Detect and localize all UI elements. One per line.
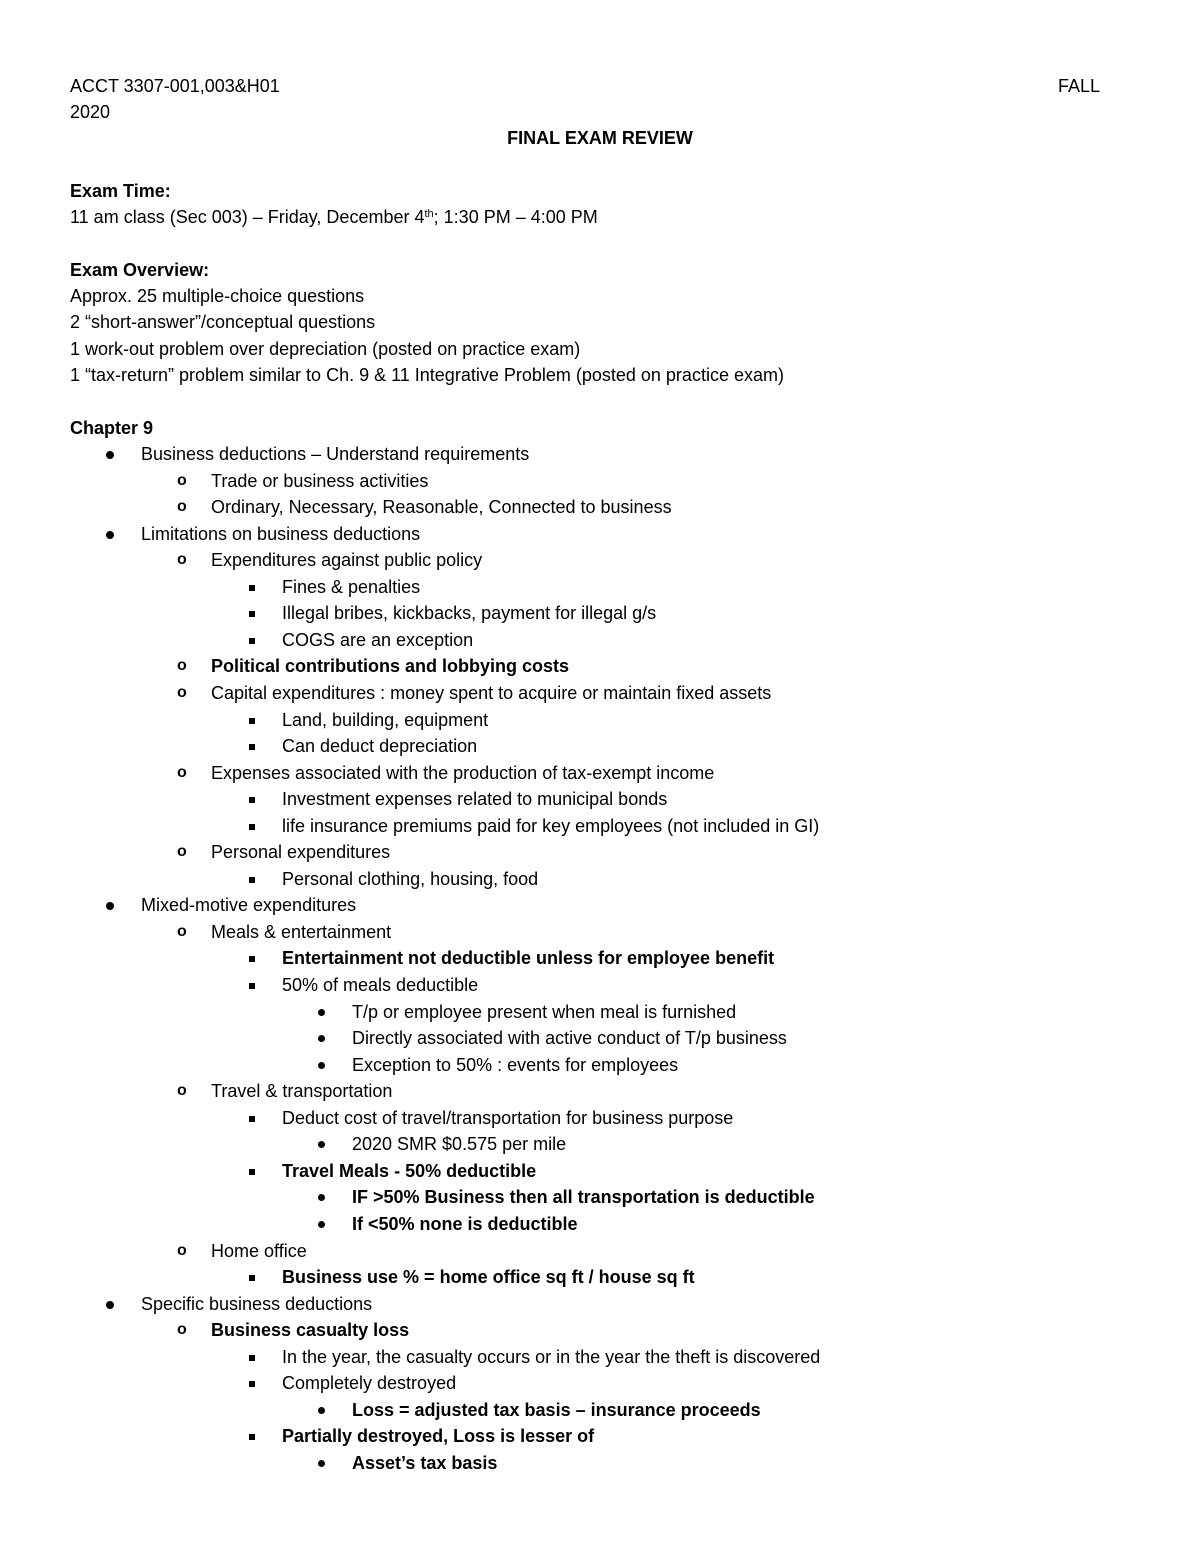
outline-item-level-4: Directly associated with active conduct of T/p business [352,1028,787,1048]
dot-bullet-icon [318,1062,325,1069]
exam-time-ordinal: th [424,208,434,220]
circle-o-icon: o [177,472,187,489]
square-bullet-icon [249,611,255,617]
outline-item-level-3: Personal clothing, housing, food [282,869,539,889]
square-bullet-icon [249,983,255,989]
outline-item-level-3: In the year, the casualty occurs or in the year the theft is discovered [282,1347,821,1367]
circle-o-icon: o [177,1321,187,1338]
outline-item-level-3: 50% of meals deductible [282,975,479,995]
outline-item-level-2: Expenses associated with the production of tax-exempt income [211,763,715,783]
circle-o-icon: o [177,657,187,674]
square-bullet-icon [249,877,255,883]
dot-bullet-icon [318,1009,325,1016]
overview-item: 2 “short-answer”/conceptual questions [70,312,376,332]
circle-o-icon: o [177,1082,187,1099]
square-bullet-icon [249,956,255,962]
outline-item-level-2: Personal expenditures [211,842,391,862]
outline-item-level-4: 2020 SMR $0.575 per mile [352,1134,567,1154]
page-title: FINAL EXAM REVIEW [507,128,693,148]
outline-item-level-4: If <50% none is deductible [352,1214,578,1234]
outline-item-level-1: Specific business deductions [141,1294,373,1314]
outline-item-level-2: Meals & entertainment [211,922,392,942]
outline-item-level-2: Trade or business activities [211,471,429,491]
circle-o-icon: o [177,764,187,781]
square-bullet-icon [249,1275,255,1281]
dot-bullet-icon [318,1194,325,1201]
outline-item-level-3: COGS are an exception [282,630,474,650]
square-bullet-icon [249,744,255,750]
outline-item-level-2: Home office [211,1241,307,1261]
square-bullet-icon [249,1355,255,1361]
course-code: ACCT 3307-001,003&H01 [70,76,280,96]
square-bullet-icon [249,797,255,803]
term-year: 2020 [70,102,111,122]
outline-item-level-3: Fines & penalties [282,577,421,597]
circle-o-icon: o [177,843,187,860]
outline-item-level-3: Deduct cost of travel/transportation for business purpose [282,1108,734,1128]
circle-o-icon: o [177,1242,187,1259]
dot-bullet-icon [318,1141,325,1148]
exam-time-hours: ; 1:30 PM – 4:00 PM [433,207,598,227]
outline-item-level-3: Business use % = home office sq ft / house sq ft [282,1267,695,1287]
term-label: FALL [1058,76,1101,96]
outline-item-level-4: IF >50% Business then all transportation is deductible [352,1187,815,1207]
outline-item-level-3: Investment expenses related to municipal bonds [282,789,668,809]
exam-time-heading: Exam Time: [70,181,171,201]
overview-item: 1 work-out problem over depreciation (posted on practice exam) [70,339,581,359]
outline-item-level-4: Loss = adjusted tax basis – insurance proceeds [352,1400,761,1420]
outline-item-level-3: Land, building, equipment [282,710,489,730]
outline-item-level-4: Exception to 50% : events for employees [352,1055,679,1075]
square-bullet-icon [249,824,255,830]
outline-item-level-2: Travel & transportation [211,1081,393,1101]
bullet-icon [106,1301,114,1309]
bullet-icon [106,451,114,459]
overview-item: Approx. 25 multiple-choice questions [70,286,365,306]
square-bullet-icon [249,585,255,591]
outline-item-level-1: Mixed-motive expenditures [141,895,357,915]
outline-item-level-3: life insurance premiums paid for key employees (not included in GI) [282,816,820,836]
circle-o-icon: o [177,923,187,940]
outline-item-level-2: Political contributions and lobbying costs [211,656,570,676]
outline-item-level-1: Business deductions – Understand requirements [141,444,530,464]
exam-time-text: 11 am class (Sec 003) – Friday, December 4 [70,207,425,227]
dot-bullet-icon [318,1407,325,1414]
outline-item-level-4: Asset’s tax basis [352,1453,498,1473]
outline-item-level-4: T/p or employee present when meal is furnished [352,1002,737,1022]
outline-item-level-2: Business casualty loss [211,1320,410,1340]
outline-item-level-3: Entertainment not deductible unless for employee benefit [282,948,775,968]
outline-item-level-3: Completely destroyed [282,1373,457,1393]
square-bullet-icon [249,638,255,644]
circle-o-icon: o [177,684,187,701]
dot-bullet-icon [318,1460,325,1467]
dot-bullet-icon [318,1221,325,1228]
circle-o-icon: o [177,551,187,568]
outline-item-level-3: Partially destroyed, Loss is lesser of [282,1426,595,1446]
chapter-heading: Chapter 9 [70,418,154,438]
outline-item-level-3: Travel Meals - 50% deductible [282,1161,537,1181]
outline-item-level-2: Capital expenditures : money spent to acquire or maintain fixed assets [211,683,772,703]
outline-item-level-2: Ordinary, Necessary, Reasonable, Connected to business [211,497,672,517]
outline-item-level-2: Expenditures against public policy [211,550,483,570]
square-bullet-icon [249,1434,255,1440]
exam-overview-heading: Exam Overview: [70,260,210,280]
square-bullet-icon [249,1169,255,1175]
bullet-icon [106,531,114,539]
square-bullet-icon [249,1381,255,1387]
exam-time-line [70,206,598,228]
overview-item: 1 “tax-return” problem similar to Ch. 9 & 11 Integrative Problem (posted on practice exam) [70,365,784,385]
dot-bullet-icon [318,1035,325,1042]
circle-o-icon: o [177,498,187,515]
outline-item-level-3: Illegal bribes, kickbacks, payment for illegal g/s [282,603,657,623]
square-bullet-icon [249,1116,255,1122]
square-bullet-icon [249,718,255,724]
outline-item-level-3: Can deduct depreciation [282,736,478,756]
outline-item-level-1: Limitations on business deductions [141,524,421,544]
bullet-icon [106,902,114,910]
